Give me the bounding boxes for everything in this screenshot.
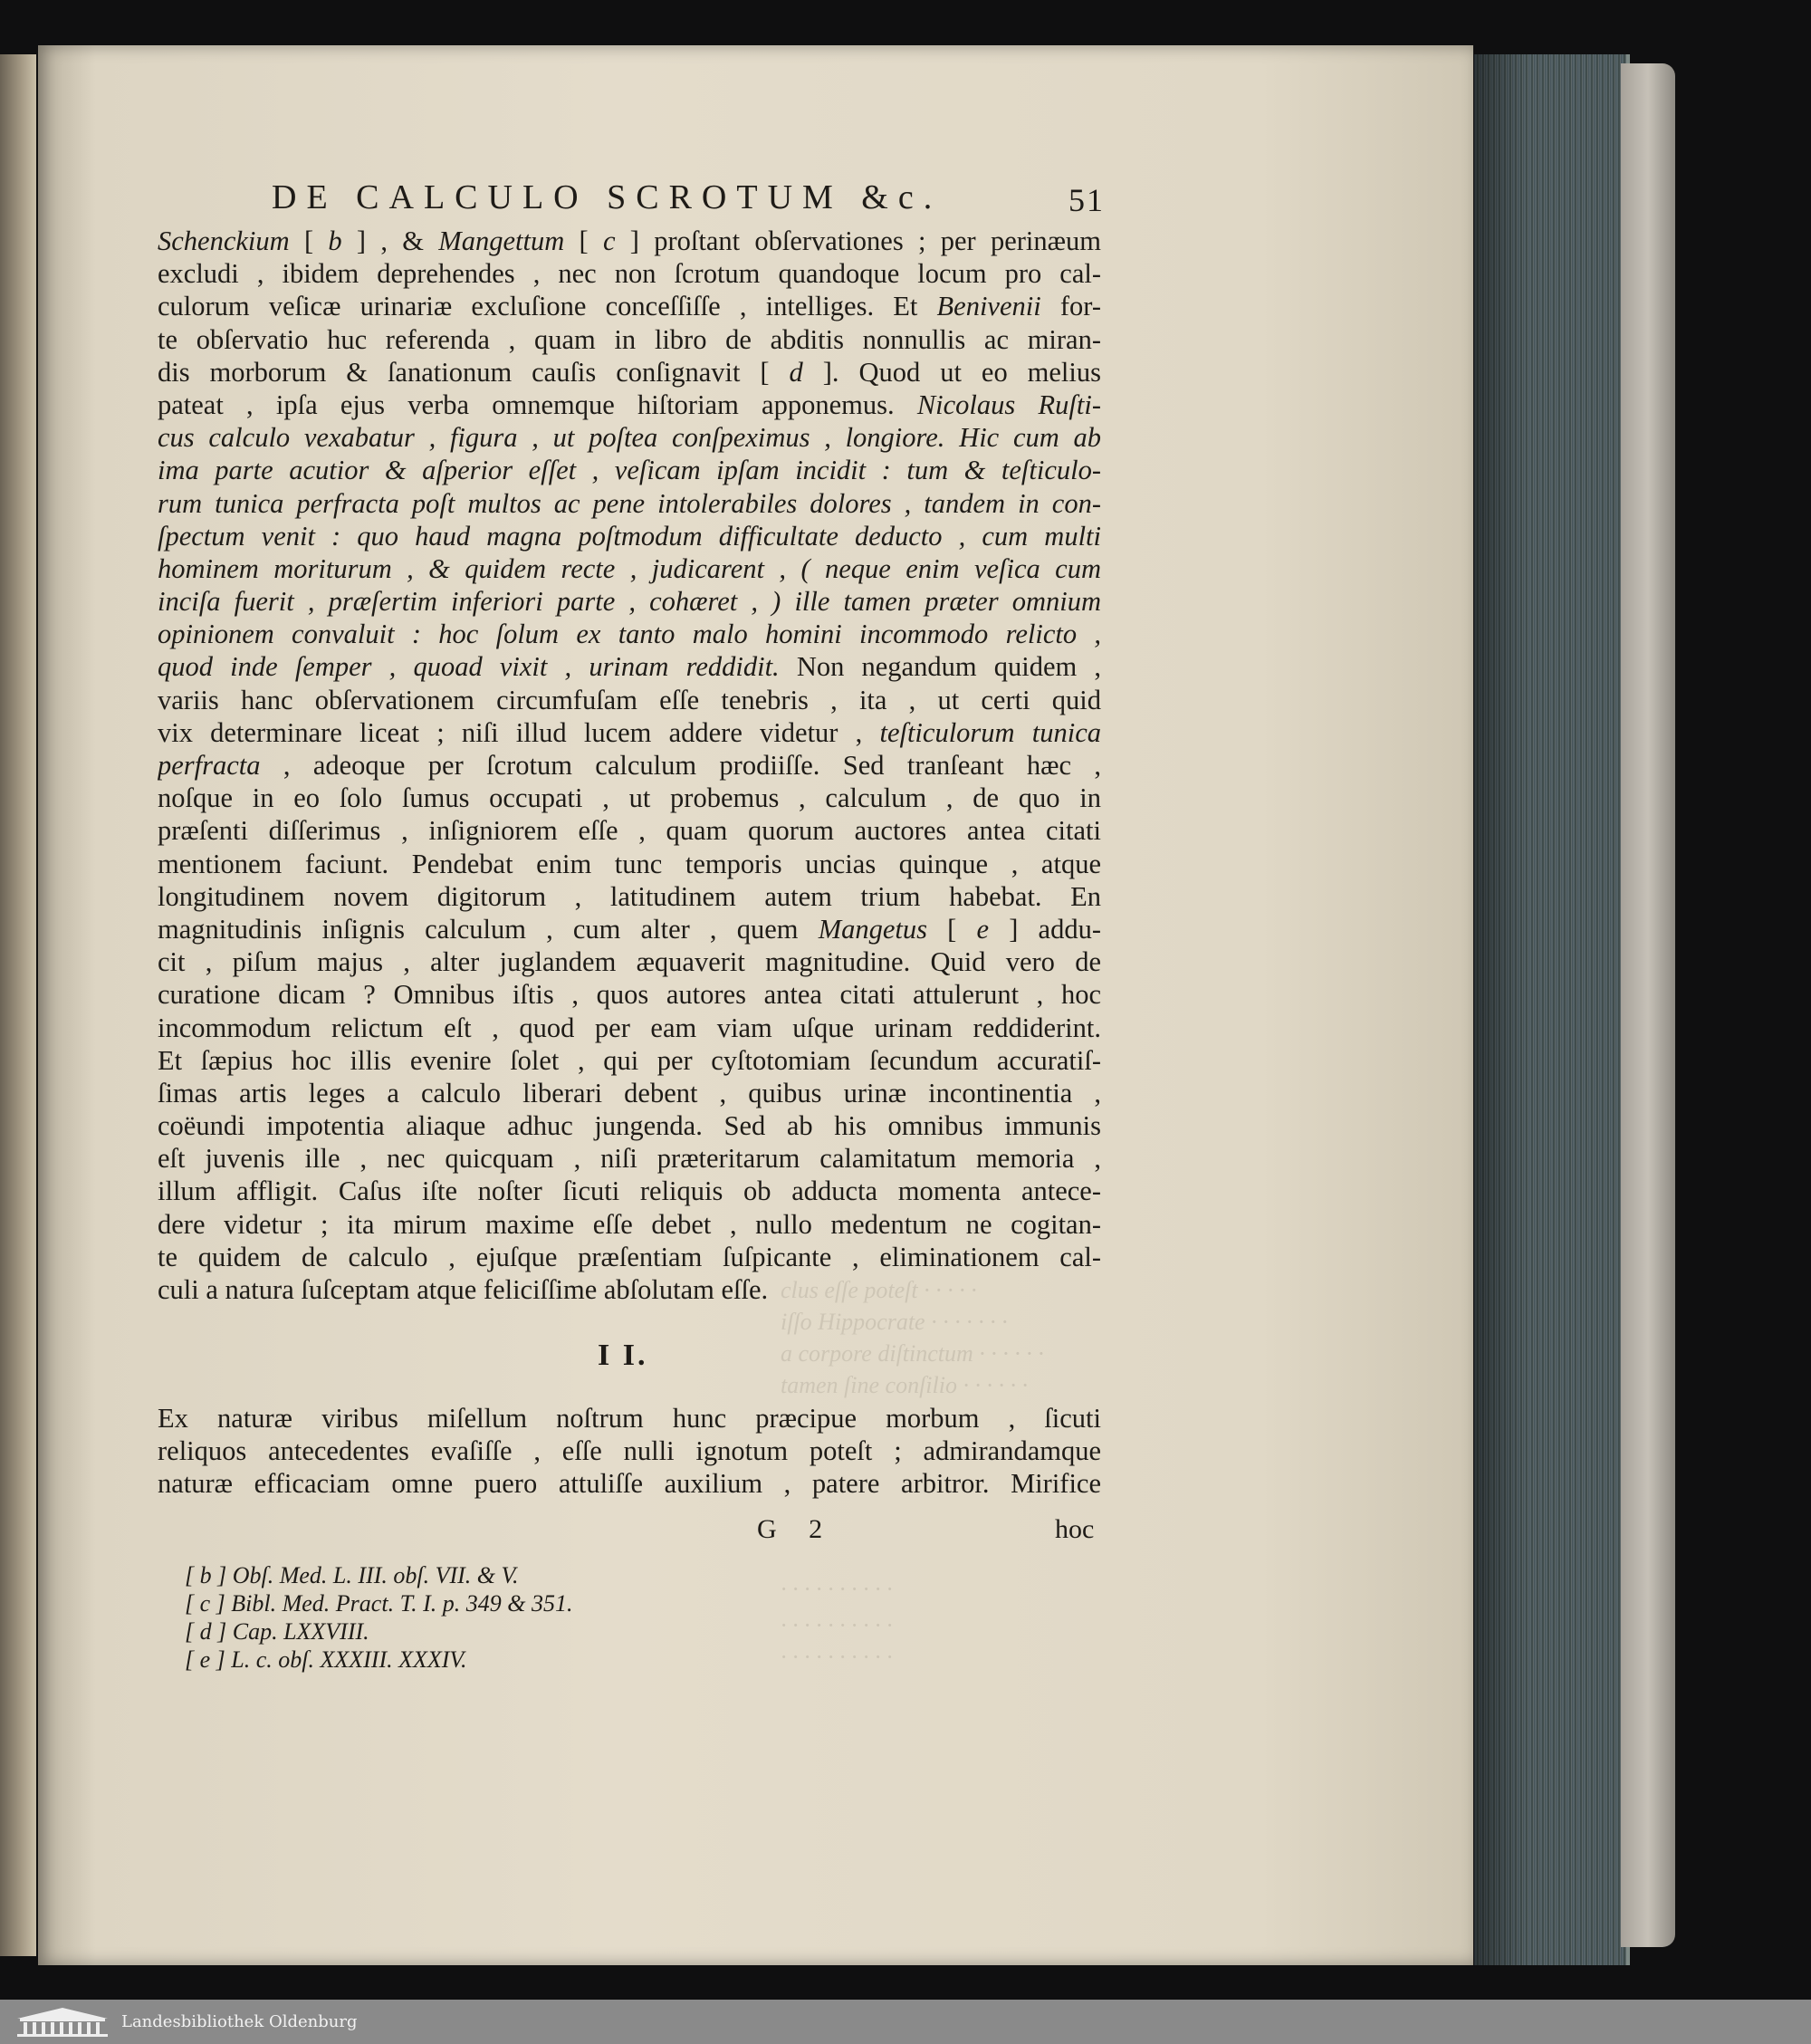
text-segment: culi a natura ſuſceptam atque feliciſſime abſolutam eſſe. bbox=[158, 1274, 769, 1305]
text-segment: excludi , ibidem deprehendes , nec non ſcrotum quandoque locum pro cal- bbox=[158, 258, 1101, 290]
footnotes bbox=[185, 1561, 819, 1674]
text-line bbox=[158, 1044, 1101, 1077]
text-line bbox=[158, 814, 1101, 847]
text-segment: d bbox=[789, 356, 803, 388]
text-segment: opinionem convaluit : hoc ſolum ex tanto malo homini incommodo relicto , bbox=[158, 619, 1101, 650]
footnote: [ e ] L. c. obſ. XXXIII. XXXIV. bbox=[185, 1646, 467, 1673]
text-line bbox=[158, 454, 1101, 486]
library-building-logo bbox=[13, 2006, 112, 2039]
text-segment: ſpectum venit : quo haud magna poſtmodum difficultate deducto , cum multi bbox=[158, 520, 1101, 552]
text-segment: Schenckium bbox=[158, 226, 290, 256]
fore-edge-shadow bbox=[1474, 54, 1528, 1965]
text-line bbox=[158, 1402, 1101, 1435]
text-line bbox=[158, 323, 1101, 356]
text-segment: Non negandum quidem , bbox=[779, 651, 1101, 683]
text-line bbox=[158, 716, 1101, 749]
text-segment: rum tunica perfracta poſt multos ac pene intolerabiles dolores , tandem in con- bbox=[158, 487, 1101, 519]
running-title: DE CALCULO SCROTUM &c. bbox=[272, 178, 943, 216]
body-text bbox=[158, 225, 1101, 1306]
text-line bbox=[158, 1273, 1101, 1306]
text-line bbox=[158, 1077, 1101, 1109]
text-segment: Ex naturæ viribus miſellum noſtrum hunc præcipue morbum , ſicuti bbox=[158, 1403, 1101, 1434]
text-line bbox=[158, 1142, 1101, 1175]
section-heading: I I. bbox=[598, 1339, 648, 1372]
text-line bbox=[158, 1435, 1101, 1467]
text-segment: dere videtur ; ita mirum maxime eſſe debet , nullo medentum ne cogitan- bbox=[158, 1208, 1101, 1240]
text-segment: b bbox=[328, 226, 342, 256]
text-line bbox=[158, 1241, 1101, 1273]
text-segment: incommodum relictum eſt , quod per eam viam uſque urinam reddiderint. bbox=[158, 1012, 1101, 1043]
text-line bbox=[158, 290, 1101, 322]
text-line bbox=[158, 945, 1101, 978]
footnote: [ b ] Obſ. Med. L. III. obſ. VII. & V. bbox=[185, 1562, 519, 1588]
text-line bbox=[158, 257, 1101, 290]
text-segment: ima parte acutior & aſperior eſſet , veſicam ipſam incidit : tum & teſticulo- bbox=[158, 455, 1101, 486]
text-segment: hominem moriturum , & quidem recte , judicarent , ( neque enim veſica cum bbox=[158, 552, 1101, 584]
text-segment: dis morborum & ſanationum cauſis conſignavit [ bbox=[158, 356, 790, 388]
text-segment: Mangetus bbox=[818, 913, 927, 945]
text-segment: coëundi impotentia aliaque adhuc jungenda. Sed ab his omnibus immunis bbox=[158, 1110, 1101, 1142]
text-line bbox=[158, 650, 1101, 683]
text-segment: ]. Quod ut eo melius bbox=[802, 356, 1101, 388]
text-segment: te quidem de calculo , ejuſque præſentiam ſuſpicante , eliminationem cal- bbox=[158, 1241, 1101, 1272]
text-segment: variis hanc obſervationem circumfuſam eſſe tenebris , ita , ut certi quid bbox=[158, 684, 1101, 715]
text-segment: Benivenii bbox=[936, 291, 1041, 322]
text-segment: Nicolaus Ruſti- bbox=[916, 389, 1101, 420]
text-segment: noſque in eo ſolo ſumus occupati , ut probemus , calculum , de quo in bbox=[158, 782, 1101, 814]
text-line bbox=[158, 618, 1101, 650]
book-page: clus eſſe poteſt · · · · · iſſo Hippocrate · · · · · · · a corpore diſtinctum · · · · · · tamen ſine conſilio · · · · · · · · · · · · · · · · · · · · · · · · · · · · · · · · · · · · bbox=[38, 45, 1473, 1965]
footer-bar bbox=[0, 2000, 1811, 2044]
running-header bbox=[272, 178, 1114, 217]
text-segment: cit , piſum majus , alter juglandem æquaverit magnitudine. Quid vero de bbox=[158, 946, 1101, 978]
text-segment: eſt juvenis ille , nec quicquam , niſi præteritarum calamitatum memoria , bbox=[158, 1143, 1101, 1175]
text-segment: for- bbox=[1040, 291, 1101, 322]
text-segment: ] , & bbox=[341, 226, 439, 256]
text-segment: ſimas artis leges a calculo liberari debent , quibus urinæ incontinentia , bbox=[158, 1077, 1101, 1108]
text-segment: Et ſæpius hoc illis evenire ſolet , qui per cyſtotomiam ſecundum accuratiſ- bbox=[158, 1044, 1101, 1076]
text-segment: Mangettum bbox=[438, 226, 565, 256]
text-segment: curatione dicam ? Omnibus iſtis , quos autores antea citati attulerunt , hoc bbox=[158, 979, 1101, 1011]
text-line bbox=[158, 585, 1101, 618]
text-segment: te obſervatio huc referenda , quam in libro de abditis nonnullis ac miran- bbox=[158, 323, 1101, 355]
text-line bbox=[158, 552, 1101, 585]
text-line bbox=[158, 749, 1101, 782]
text-segment: e bbox=[976, 913, 990, 945]
text-segment: teſticulorum tunica bbox=[879, 716, 1101, 748]
footnote: [ d ] Cap. LXXVIII. bbox=[185, 1618, 369, 1645]
text-line bbox=[158, 487, 1101, 520]
footnote: [ c ] Bibl. Med. Pract. T. I. p. 349 & 351. bbox=[185, 1590, 573, 1617]
text-line bbox=[158, 978, 1101, 1011]
text-line bbox=[158, 389, 1101, 421]
text-segment: ] addu- bbox=[989, 913, 1101, 945]
book-cover-board bbox=[1621, 63, 1675, 1947]
library-name: Landesbibliothek Oldenburg bbox=[121, 2012, 358, 2031]
text-line bbox=[158, 1175, 1101, 1207]
text-segment: illum affligit. Caſus iſte noſter ſicuti reliquis ob adducta momenta antece- bbox=[158, 1176, 1101, 1207]
text-line bbox=[158, 1467, 1101, 1500]
text-line bbox=[158, 1109, 1101, 1142]
text-line bbox=[158, 684, 1101, 716]
text-line bbox=[158, 880, 1101, 913]
catchword: hoc bbox=[1055, 1514, 1095, 1544]
text-line bbox=[158, 913, 1101, 945]
left-page-edge bbox=[0, 54, 36, 1956]
text-segment: c bbox=[602, 226, 616, 256]
text-segment: naturæ efficaciam omne puero attuliſſe auxilium , patere arbitror. Mirifice bbox=[158, 1468, 1101, 1500]
section-body-text bbox=[158, 1402, 1101, 1501]
text-segment: pateat , ipſa ejus verba omnemque hiſtoriam apponemus. bbox=[158, 389, 917, 420]
text-line bbox=[158, 356, 1101, 389]
text-segment: magnitudinis inſignis calculum , cum alter , quem bbox=[158, 913, 819, 945]
text-line bbox=[158, 782, 1101, 814]
page-number: 51 bbox=[1068, 182, 1105, 218]
text-segment: quod inde ſemper , quoad vixit , urinam reddidit. bbox=[158, 651, 780, 683]
text-segment: perfracta bbox=[158, 750, 261, 781]
text-line bbox=[158, 1208, 1101, 1241]
text-segment: inciſa fuerit , præſertim inferiori parte , cohæret , ) ille tamen præter omnium bbox=[158, 586, 1101, 618]
text-segment: vix determinare liceat ; niſi illud lucem addere videtur , bbox=[158, 716, 880, 748]
text-segment: [ bbox=[289, 226, 329, 256]
text-segment: , adeoque per ſcrotum calculum prodiiſſe. Sed tranſeant hæc , bbox=[260, 750, 1101, 781]
text-segment: [ bbox=[926, 913, 977, 945]
text-segment: præſenti diſſerimus , inſigniorem eſſe , quam quorum auctores antea citati bbox=[158, 815, 1101, 847]
text-segment: mentionem faciunt. Pendebat enim tunc temporis uncias quinque , atque bbox=[158, 848, 1101, 879]
text-segment: longitudinem novem digitorum , latitudinem autem trium habebat. En bbox=[158, 880, 1101, 912]
text-segment: [ bbox=[564, 226, 603, 256]
text-segment: ] proſtant obſervationes ; per perinæum bbox=[615, 226, 1101, 256]
signature-mark: G 2 bbox=[757, 1514, 836, 1544]
text-line bbox=[158, 225, 1101, 257]
text-line bbox=[158, 848, 1101, 880]
text-line bbox=[158, 520, 1101, 552]
text-line bbox=[158, 421, 1101, 454]
text-line bbox=[158, 1012, 1101, 1044]
text-segment: reliquos antecedentes evaſiſſe , eſſe nulli ignotum poteſt ; admirandamque bbox=[158, 1435, 1101, 1467]
text-segment: culorum veſicæ urinariæ excluſione conceſſiſſe , intelliges. Et bbox=[158, 291, 937, 322]
text-segment: cus calculo vexabatur , figura , ut poſtea conſpeximus , longiore. Hic cum ab bbox=[158, 422, 1101, 454]
